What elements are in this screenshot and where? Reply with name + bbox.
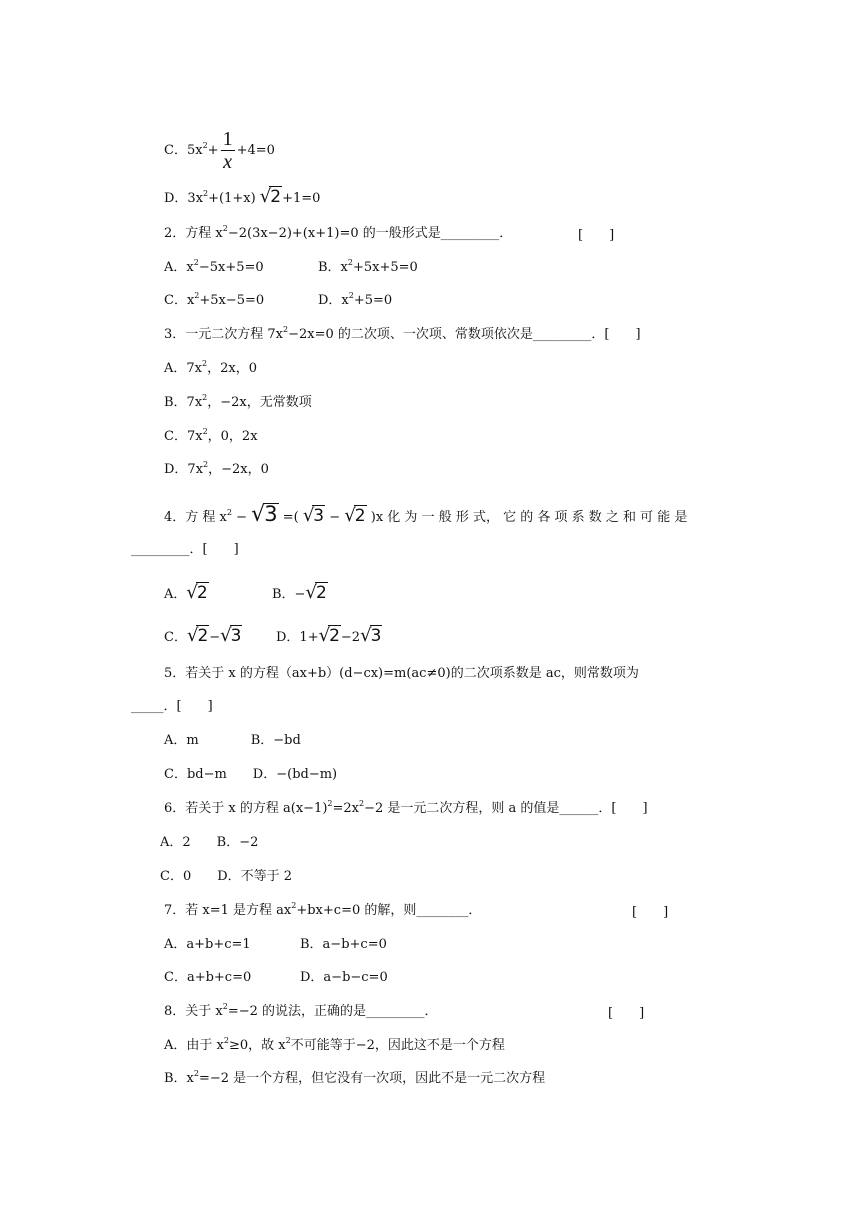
option-a-q4: A．√2 (164, 582, 208, 603)
option-d-q4: D．1+√2−2√3 (276, 625, 382, 646)
sqrt-3: √3 (360, 625, 382, 646)
option-a-q3: A．$7x^2$，2x，0 (164, 359, 257, 376)
options-ab-q6: A．2 B．−2 (160, 835, 259, 850)
sqrt-3: √3 (251, 502, 278, 527)
answer-bracket-q2: [ ] (578, 228, 615, 243)
option-d-q3: D．$7x^2$，−2x，0 (164, 460, 269, 477)
option-a-q8: A．由于 $x^2\ge 0$，故 $x^2$不可能等于−2，因此这不是一个方程 (164, 1036, 505, 1053)
answer-bracket-q7: [ ] (632, 905, 669, 920)
sqrt-2: √2 (186, 582, 208, 603)
option-b-q8: B．$x^2=-2$ 是一个方程，但它没有一次项，因此不是一元二次方程 (164, 1069, 546, 1086)
question-4: 4．方 程 $x^2 - √3$ =( √3 − √2 )x 化 为 一 般 形 式， 它 的 各 项 系 数 之 和 可 能 是 (164, 502, 688, 527)
sqrt-2: √2 (186, 625, 209, 646)
question-3: 3．一元二次方程 $7x^2-2x=0$ 的二次项、一次项、常数项依次是_________．[ ] (164, 325, 641, 342)
question-4-cont: _________．[ ] (131, 542, 239, 557)
sqrt-2: √2 (318, 625, 340, 646)
fraction-one-over-x: $\frac{1}{x}$ (222, 128, 233, 173)
option-b-q2: B．$x^2+5x+5=0$ (318, 258, 418, 275)
option-d-q1: D．$3x^2+(1+x)$ √2+1=0 (164, 186, 321, 207)
sqrt-2: √2 (305, 582, 327, 603)
sqrt-3: √3 (302, 505, 325, 526)
question-7: 7．若 x=1 是方程 $ax^2+bx+c=0$ 的解，则________． (164, 901, 482, 918)
question-8: 8．关于 $x^2=-2$ 的说法，正确的是_________． (164, 1002, 438, 1019)
answer-bracket-q8: [ ] (608, 1006, 645, 1021)
option-c-q1: C．$5x^2+$ $\frac{1}{x}$ +4=0 (164, 128, 275, 173)
question-2: 2．方程 $x^2-2(3x-2)+(x+1)=0$ 的一般形式是_________． (164, 224, 513, 241)
option-a-q2: A．$x^2-5x+5=0$ (164, 258, 264, 275)
option-a-q7: A．a+b+c=1 (164, 937, 251, 952)
option-c-q4: C．√2−√3 (164, 625, 242, 646)
sqrt-2: √2 (259, 186, 282, 207)
option-b-q7: B．a−b+c=0 (300, 937, 387, 952)
options-cd-q6: C．0 D．不等于 2 (160, 869, 293, 884)
sqrt-3: √3 (220, 625, 242, 646)
option-d-q2: D．$x^2+5=0$ (318, 291, 393, 308)
option-c-q7: C．a+b+c=0 (164, 970, 252, 985)
options-ab-q5: A．m B．−bd (164, 733, 301, 748)
question-5: 5．若关于 x 的方程（ax+b）(d−cx)=m(ac≠0)的二次项系数是 ac，则常数项为 (164, 666, 639, 681)
sqrt-2: √2 (344, 505, 366, 526)
option-b-q3: B．$7x^2$，−2x，无常数项 (164, 393, 312, 410)
option-b-q4: B．−√2 (272, 582, 327, 603)
option-c-q2: C．$x^2+5x-5=0$ (164, 291, 265, 308)
option-c-q3: C．$7x^2$，0，2x (164, 427, 258, 444)
option-d-q7: D．a−b−c=0 (300, 970, 388, 985)
question-6: 6．若关于 x 的方程 $a(x-1)^2=2x^2-2$ 是一元二次方程，则 a 的值是______．[ ] (164, 799, 648, 816)
question-5-cont: _____．[ ] (131, 699, 213, 714)
options-cd-q5: C．bd−m D．−(bd−m) (164, 767, 338, 782)
